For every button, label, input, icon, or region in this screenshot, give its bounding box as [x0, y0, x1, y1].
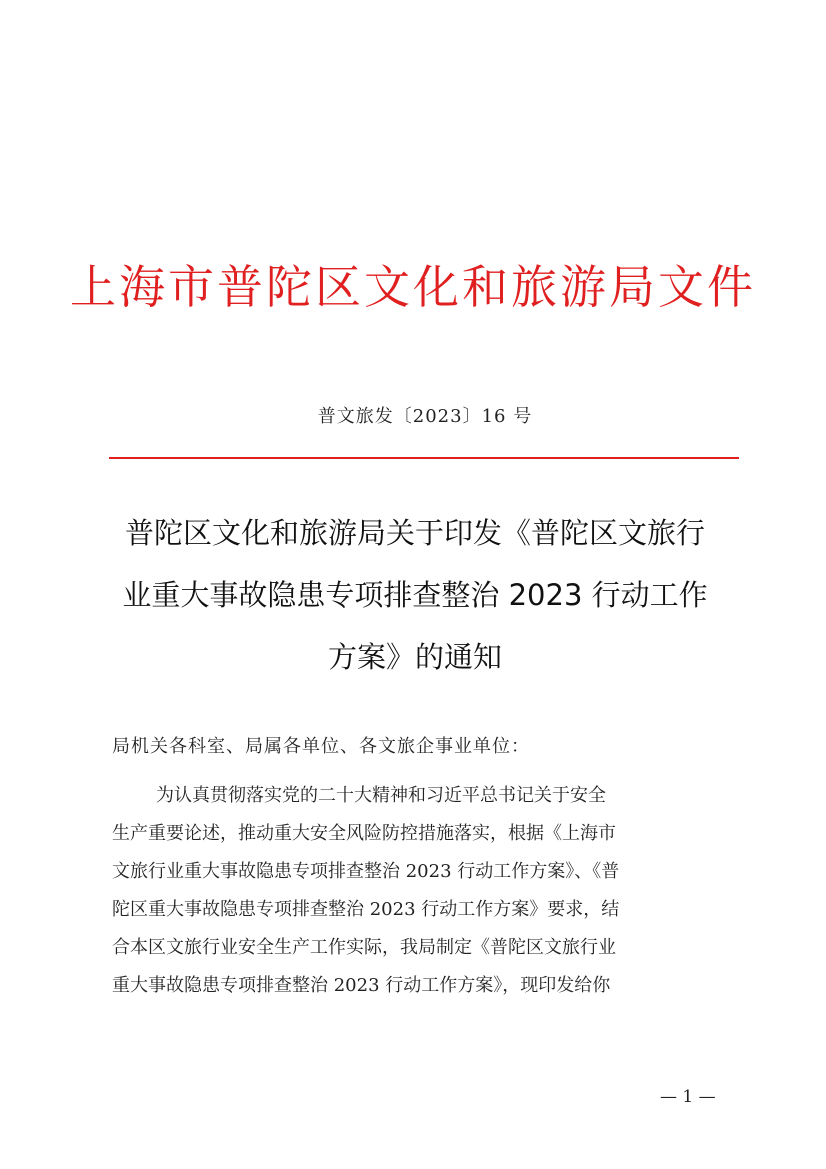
body-line: 生产重要论述，推动重大安全风险防控措施落实，根据《上海市: [112, 823, 616, 844]
salutation: 局机关各科室、局属各单位、各文旅企事业单位：: [112, 736, 530, 757]
body-line: 为认真贯彻落实党的二十大精神和习近平总书记关于安全: [156, 785, 606, 806]
body-line: 陀区重大事故隐患专项排查整治 2023 行动工作方案》要求，结: [112, 899, 620, 920]
notice-title: [95, 502, 735, 688]
body-line: 合本区文旅行业安全生产工作实际，我局制定《普陀区文旅行业: [112, 937, 616, 958]
masthead-title: 上海市普陀区文化和旅游局文件: [70, 260, 756, 314]
body-paragraph: [112, 777, 732, 1005]
notice-title-line: 业重大事故隐患专项排查整治 2023 行动工作: [122, 578, 708, 612]
red-divider-line: [109, 457, 739, 459]
body-line: 重大事故隐患专项排查整治 2023 行动工作方案》，现印发给你: [112, 975, 611, 996]
notice-title-line: 普陀区文化和旅游局关于印发《普陀区文旅行: [124, 516, 705, 550]
page-number: — 1 —: [660, 1087, 716, 1107]
body-line: 文旅行业重大事故隐患专项排查整治 2023 行动工作方案》、《普: [112, 861, 620, 882]
document-number: 普文旅发〔2023〕16 号: [317, 406, 533, 427]
notice-title-line: 方案》的通知: [327, 640, 502, 674]
